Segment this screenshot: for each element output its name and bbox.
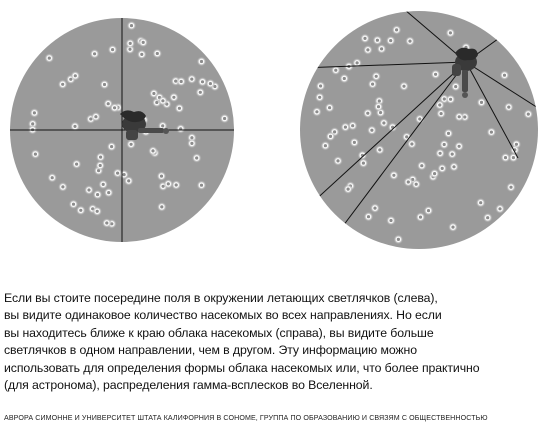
firefly-core [449,31,452,34]
firefly-core [151,149,154,152]
firefly-core [418,117,421,120]
firefly-core [408,40,411,43]
firefly-core [443,143,446,146]
firefly-core [509,186,512,189]
firefly-core [74,74,77,77]
firefly-core [378,148,381,151]
firefly-core [407,180,410,183]
firefly-core [367,215,370,218]
firefly-core [410,142,413,145]
firefly-core [392,174,395,177]
firefly-core [190,78,193,81]
firefly-core [129,42,132,45]
firefly-core [328,106,331,109]
firefly-core [371,83,374,86]
firefly-core [438,103,441,106]
firefly-core [61,185,64,188]
firefly-core [452,165,455,168]
firefly-core [380,47,383,50]
firefly-core [130,24,133,27]
firefly-core [175,183,178,186]
firefly-core [433,172,436,175]
firefly-core [451,153,454,156]
firefly-core [73,125,76,128]
firefly-core [402,85,405,88]
firefly-core [94,115,97,118]
firefly-core [61,83,64,86]
firefly-core [116,172,119,175]
firefly-core [389,219,392,222]
firefly-core [72,203,75,206]
firefly-core [142,41,145,44]
firefly-core [160,205,163,208]
firefly-core [209,82,212,85]
firefly-core [373,207,376,210]
firefly-core [353,141,356,144]
firefly-core [503,74,506,77]
firefly-core [195,156,198,159]
firefly-core [161,99,164,102]
firefly-core [75,163,78,166]
firefly-core [96,210,99,213]
firefly-core [441,167,444,170]
firefly-core [127,179,130,182]
firefly-core [130,143,133,146]
figure-caption: Если вы стоите посередине поля в окружении летающих светлячков (слева), вы видите одинаковое количество насекомых во всех направлениях. Но если вы находитесь ближе к краю облака насекомых (справа), вы видите больше светлячков в одном направлении, чем в другом. Эту информацию можно использовать для определения формы облака насекомых или, что более практично (для астронома), распределения гамма-всплесков во Вселенной. [4,291,480,393]
firefly-core [107,191,110,194]
firefly-core [343,77,346,80]
firefly-core [199,91,202,94]
firefly-core [329,135,332,138]
firefly-core [319,84,322,87]
firefly-core [336,159,339,162]
firefly-core [103,83,106,86]
firefly-core [172,96,175,99]
firefly-core [490,131,493,134]
firefly-core [377,105,380,108]
firefly-core [200,184,203,187]
firefly-core [167,182,170,185]
firefly-core [440,112,443,115]
firefly-core [48,57,51,60]
firefly-core [33,111,36,114]
firefly-core [507,106,510,109]
firefly-core [382,121,385,124]
firefly-core [439,152,442,155]
left-field [10,18,234,242]
firefly-core [318,96,321,99]
firefly-core [160,175,163,178]
firefly-core [201,80,204,83]
firefly-core [375,75,378,78]
firefly-core [99,156,102,159]
firefly-core [140,53,143,56]
firefly-core [315,110,318,113]
firefly-core [486,216,489,219]
firefly-core [434,73,437,76]
firefly-core [405,135,408,138]
firefly-core [107,102,110,105]
firefly-core [190,142,193,145]
firefly-core [334,69,337,72]
firefly-core [99,164,102,167]
firefly-core [454,85,457,88]
firefly-core [113,106,116,109]
firefly-core [110,145,113,148]
firefly-core [512,156,515,159]
firefly-core [356,61,359,64]
firefly-core [363,37,366,40]
firefly-core [87,188,90,191]
firefly-core [366,112,369,115]
firefly-core [480,101,483,104]
firefly-core [102,183,105,186]
firefly-core [527,113,530,116]
firefly-core [479,201,482,204]
firefly-core [93,52,96,55]
firefly-core [111,48,114,51]
firefly-core [200,60,203,63]
firefly-core [376,39,379,42]
firefly-core [161,124,164,127]
firefly-core [366,48,369,51]
firefly-core [449,98,452,101]
firefly-core [34,153,37,156]
firefly-core [180,80,183,83]
right-field [300,4,538,249]
firefly-core [152,92,155,95]
firefly-core [397,238,400,241]
firefly-core [362,162,365,165]
firefly-core [389,39,392,42]
firefly-core [51,176,54,179]
firefly-core [96,193,99,196]
firefly-core [324,144,327,147]
firefly-core [451,226,454,229]
figure-credit: АВРОРА СИМОННЕ И УНИВЕРСИТЕТ ШТАТА КАЛИФОРНИЯ В СОНОМЕ, ГРУППА ПО ОБРАЗОВАНИЮ И СВЯЗЯМ С ОБЩЕСТВЕННОСТЬЮ [4,414,488,422]
firefly-core [504,156,507,159]
firefly-core [156,52,159,55]
firefly-core [427,209,430,212]
firefly-core [105,221,108,224]
firefly-core [447,132,450,135]
firefly-core [415,183,418,186]
firefly-core [370,129,373,132]
firefly-core [395,28,398,31]
firefly-core [347,188,350,191]
firefly-core [420,164,423,167]
firefly-core [351,124,354,127]
firefly-core [223,117,226,120]
firefly-core [498,207,501,210]
firefly-core [79,209,82,212]
firefly-core [178,107,181,110]
firefly-core [443,97,446,100]
firefly-core [123,173,126,176]
firefly-core [458,145,461,148]
firefly-core [419,216,422,219]
firefly-core [458,115,461,118]
firefly-core [344,126,347,129]
